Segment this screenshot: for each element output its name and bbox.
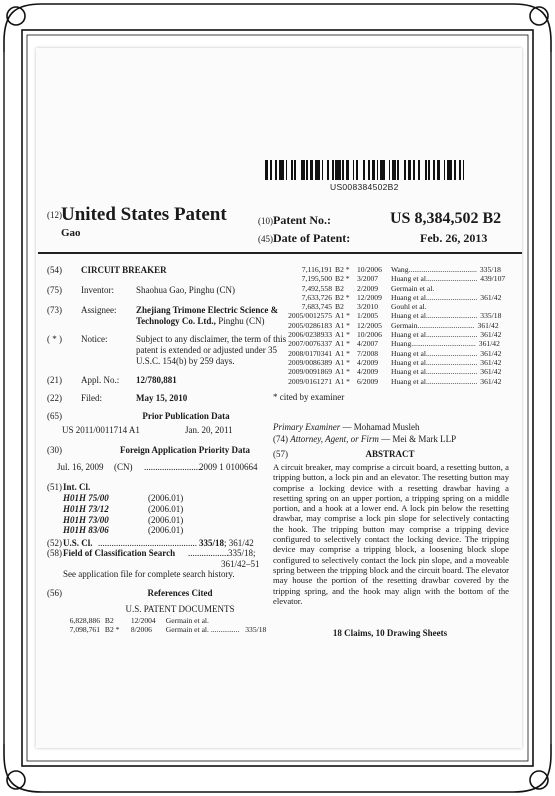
intcl-row: H01H 75/00 (2006.01) <box>63 493 184 503</box>
reference-row: 7,683,745 B2 3/2010 Gouhl et al. <box>301 302 427 312</box>
reference-row: 7,098,761 B2 * 8/2006 Germain et al. ............... 335/18 <box>69 625 267 635</box>
reference-row: 2009/0161271 A1 * 6/2009 Huang et al........................... 361/42 <box>288 376 502 386</box>
uscl-code: (52) <box>47 538 62 548</box>
reference-row: 2008/0170341 A1 * 7/2008 Huang et al........................... 361/42 <box>288 348 502 358</box>
primary-examiner: Primary Examiner — Mohamad Musleh <box>273 422 420 432</box>
foreign-code: (30) <box>47 445 62 455</box>
appl-label: Appl. No.: <box>81 375 120 385</box>
notice-line-3: U.S.C. 154(b) by 259 days. <box>136 356 235 366</box>
barcode-number: US008384502B2 <box>330 182 399 192</box>
date-code: (45) <box>258 234 273 244</box>
prior-pub-date: Jan. 20, 2011 <box>185 425 233 435</box>
patent-no-label: Patent No.: <box>273 213 331 227</box>
inventor-label: Inventor: <box>81 285 114 295</box>
inventor-value: Shaohua Gao, Pinghu (CN) <box>136 285 235 295</box>
barcode <box>265 160 468 180</box>
foreign-dots: .......................... <box>144 462 203 472</box>
intcl-row: H01H 83/06 (2006.01) <box>63 525 184 536</box>
intcl-row: H01H 73/00 (2006.01) <box>63 514 184 525</box>
intcl-row: H01H 73/12 (2006.01) <box>63 503 184 514</box>
patent-no-code: (10) <box>258 216 273 226</box>
appl-number: 12/780,881 <box>136 375 177 385</box>
notice-line-1: Subject to any disclaimer, the term of this <box>136 334 287 344</box>
uscl-value: 335/18; 361/42 <box>199 538 254 548</box>
reference-row: 2009/0091869 A1 * 4/2009 Huang et al........................... 361/42 <box>288 367 502 377</box>
left-refs-table <box>59 616 266 635</box>
reference-row: 2007/0076337 A1 * 4/2007 Huang.................................. 361/42 <box>288 339 500 349</box>
intcl-list <box>63 493 183 536</box>
assignee-line-1: Zhejiang Trimone Electric Science & <box>136 305 279 315</box>
notice-code: ( * ) <box>47 334 62 344</box>
field-search-dots: .................. <box>188 548 229 558</box>
abstract-heading: ABSTRACT <box>365 449 415 459</box>
reference-row: 7,195,500 B2 * 3/2007 Huang et al........................... 439/107 <box>301 274 506 284</box>
foreign-heading: Foreign Application Priority Data <box>119 445 251 455</box>
reference-row: 2005/0012575 A1 * 1/2005 Huang et al........................... 335/18 <box>288 311 502 321</box>
date-of-patent: Feb. 26, 2013 <box>420 231 488 245</box>
right-refs-table <box>278 265 505 386</box>
claims-summary: 18 Claims, 10 Drawing Sheets <box>332 628 448 638</box>
patent-title-heading: United States Patent <box>61 204 227 225</box>
title-code: (12) <box>47 210 62 220</box>
refs-code: (56) <box>47 588 62 598</box>
inventor-code: (75) <box>47 285 62 295</box>
header-rule <box>38 252 522 254</box>
inventor-surname: Gao <box>61 227 81 239</box>
reference-row: 7,116,191 B2 * 10/2006 Wang.................................... 335/18 <box>301 265 501 274</box>
corner-ornament-top-right <box>503 4 551 52</box>
corner-ornament-bottom-right <box>503 744 551 792</box>
foreign-date: Jul. 16, 2009 <box>57 462 104 472</box>
filed-date: May 15, 2010 <box>136 393 188 403</box>
invention-title: CIRCUIT BREAKER <box>81 265 167 275</box>
prior-pub-heading: Prior Publication Data <box>142 411 230 421</box>
date-of-patent-label: Date of Patent: <box>273 231 351 245</box>
foreign-country: (CN) <box>114 462 133 472</box>
prior-pub-code: (65) <box>47 411 62 421</box>
attorney-agent: (74) Attorney, Agent, or Firm — Mei & Mark LLP <box>273 434 457 444</box>
uscl-dots: ............................................ <box>98 538 197 548</box>
notice-label: Notice: <box>81 334 108 344</box>
intcl-code: (51) <box>47 482 62 492</box>
foreign-number: 2009 1 0100664 <box>199 462 258 472</box>
corner-ornament-top-left <box>4 4 52 52</box>
abstract-text: A circuit breaker, may comprise a circuit board, a resetting button, a tripping button, a lock pin and an elevator. The resetting button may comprise a locking device with a resetting drawbar having a resetting spring on an upper portion, a tripping spring on a middle portion, and a hook at a lower end. A lock pin below the resetting drawbar, may comprise a lock pin slope for selectively contacting the hook. The tripping button may comprise a tripping device configured to selectively contact the locking device. The tripping device may comprise a tripping block, a loosening block slope configured to selectively contact the lock pin slope, and a moveable spring between the tripping block and the circuit board. The elevator may house the portion of the resetting drawbar covered by the tripping spring, and the hook may align with the bottom of the elevator. <box>273 462 509 606</box>
assignee-label: Assignee: <box>81 305 117 315</box>
abstract-code: (57) <box>273 449 288 459</box>
field-search-label: Field of Classification Search <box>63 548 176 558</box>
field-search-code: (58) <box>47 548 62 558</box>
patent-number: US 8,384,502 B2 <box>390 210 502 227</box>
reference-row: 2006/0238933 A1 * 10/2006 Huang et al........................... 361/42 <box>288 330 502 340</box>
assignee-line-2: Technology Co. Ltd., Pinghu (CN) <box>136 316 265 326</box>
appl-code: (21) <box>47 375 62 385</box>
field-search-value-2: 361/42–51 <box>221 559 260 569</box>
uscl-label: U.S. Cl. <box>63 538 93 548</box>
us-docs-heading: U.S. PATENT DOCUMENTS <box>125 604 235 614</box>
filed-code: (22) <box>47 393 62 403</box>
filed-label: Filed: <box>81 393 103 403</box>
reference-row: 7,492,558 B2 2/2009 Germain et al. <box>301 283 435 293</box>
field-search-note: See application file for complete search history. <box>63 569 235 579</box>
reference-row: 6,828,886 B2 12/2004 Germain et al. <box>69 616 209 625</box>
prior-pub-number: US 2011/0011714 A1 <box>62 425 140 435</box>
assignee-code: (73) <box>47 305 62 315</box>
field-search-value-1: 335/18; <box>228 548 256 558</box>
refs-heading: References Cited <box>147 588 213 598</box>
reference-row: 2005/0286183 A1 * 12/2005 Germain.............................. 361/42 <box>288 320 499 330</box>
reference-row: 2009/0086389 A1 * 4/2009 Huang et al........................... 361/42 <box>288 357 502 367</box>
title-field-code: (54) <box>47 265 62 275</box>
corner-ornament-bottom-left <box>4 744 52 792</box>
reference-row: 7,633,726 B2 * 12/2009 Huang et al........................... 361/42 <box>301 292 502 302</box>
intcl-label: Int. Cl. <box>63 482 91 492</box>
cited-by-examiner-note: * cited by examiner <box>273 392 345 402</box>
notice-line-2: patent is extended or adjusted under 35 <box>136 345 277 355</box>
